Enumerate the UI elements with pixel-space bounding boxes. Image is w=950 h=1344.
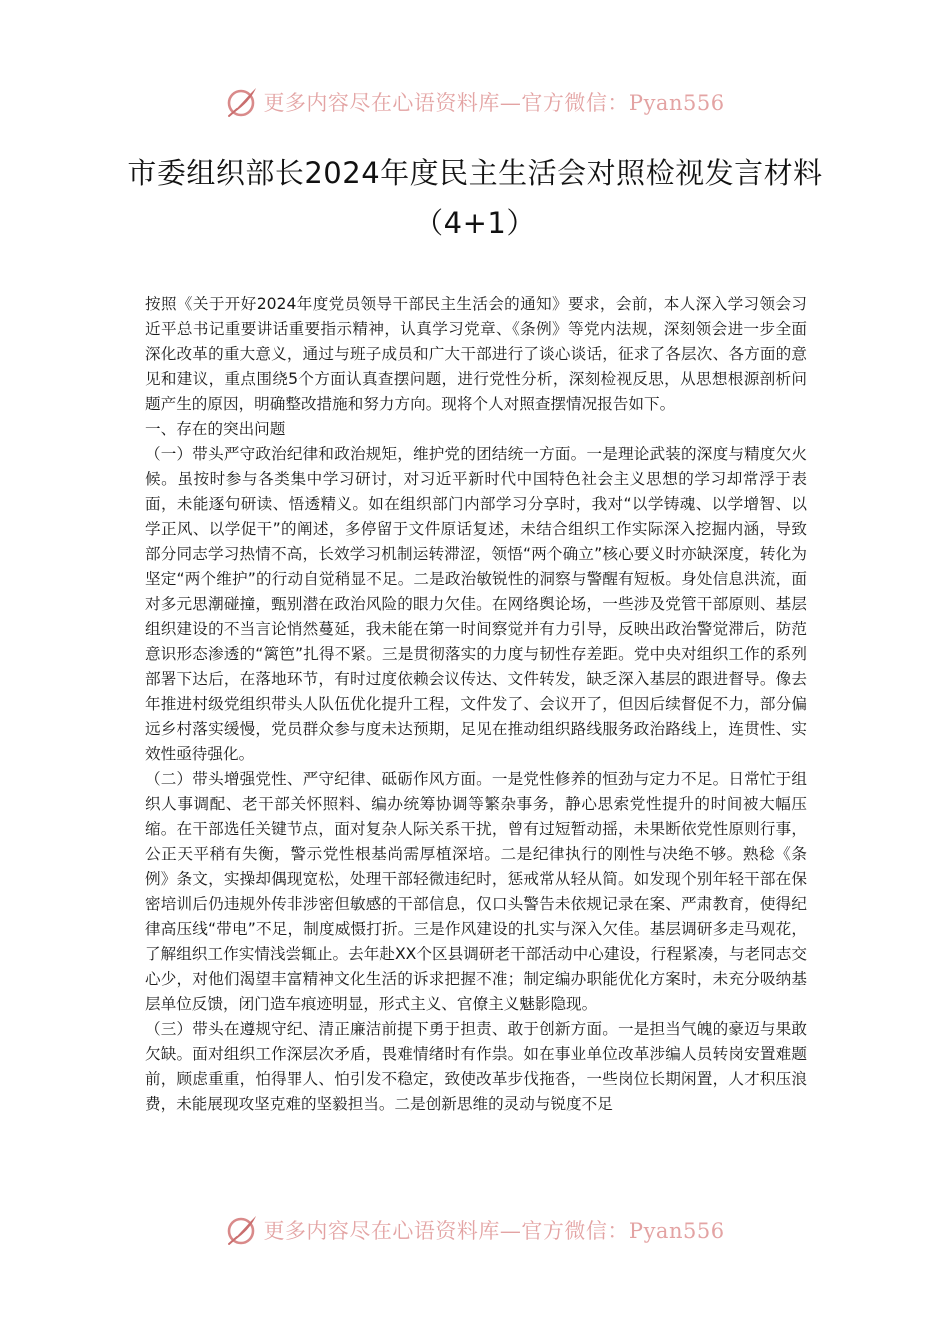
body-paragraph: （一）带头严守政治纪律和政治规矩，维护党的团结统一方面。一是理论武装的深度与精度欠火候。虽按时参与各类集中学习研讨，对习近平新时代中国特色社会主义思想的学习却常浮于表面，未能逐句研读、悟透精义。如在组织部门内部学习分享时，我对“以学铸魂、以学增智、以学正风、以学促干”的阐述，多停留于文件原话复述，未结合组织工作实际深入挖掘内涵，导致部分同志学习热情不高，长效学习机制运转滞涩，领悟“两个确立”核心要义时亦缺深度，转化为坚定“两个维护”的行动自觉稍显不足。二是政治敏锐性的洞察与警醒有短板。身处信息洪流，面对多元思潮碰撞，甄别潜在政治风险的眼力欠佳。在网络舆论场，一些涉及党管干部原则、基层组织建设的不当言论悄然蔓延，我未能在第一时间察觉并有力引导，反映出政治警觉滞后，防范意识形态渗透的“篱笆”扎得不紧。三是贯彻落实的力度与韧性存差距。党中央对组织工作的系列部署下达后，在落地环节，有时过度依赖会议传达、文件转发，缺乏深入基层的跟进督导。像去年推进村级党组织带头人队伍优化提升工程，文件发了、会议开了，但因后续督促不力，部分偏远乡村落实缓慢，党员群众参与度未达预期，足见在推动组织路线服务政治路线上，连贯性、实效性亟待强化。 [145,445,807,763]
watermark-text: 更多内容尽在心语资料库—官方微信：Pyan556 [263,1219,725,1243]
watermark-banner-bottom [0,1210,950,1250]
document-body [145,292,807,1117]
document-title: 市委组织部长2024年度民主生活会对照检视发言材料（4+1） [127,156,823,240]
quill-logo-icon [225,85,259,119]
intro-paragraph: 按照《关于开好2024年度党员领导干部民主生活会的通知》要求，会前，本人深入学习领会习近平总书记重要讲话重要指示精神，认真学习党章、《条例》等党内法规，深刻领会进一步全面深化改革的重大意义，通过与班子成员和广大干部进行了谈心谈话，征求了各层次、各方面的意见和建议，重点围绕5个方面认真查摆问题，进行党性分析，深刻检视反思，从思想根源剖析问题产生的原因，明确整改措施和努力方向。现将个人对照查摆情况报告如下。 [145,295,807,413]
section-heading: 一、存在的突出问题 [145,420,286,438]
watermark-text: 更多内容尽在心语资料库—官方微信：Pyan556 [263,91,725,115]
body-paragraph: （二）带头增强党性、严守纪律、砥砺作风方面。一是党性修养的恒劲与定力不足。日常忙于组织人事调配、老干部关怀照料、编办统筹协调等繁杂事务，静心思索党性提升的时间被大幅压缩。在干部选任关键节点，面对复杂人际关系干扰，曾有过短暂动摇，未果断依党性原则行事，公正天平稍有失衡，警示党性根基尚需厚植深培。二是纪律执行的刚性与决绝不够。熟稔《条例》条文，实操却偶现宽松，处理干部轻微违纪时，惩戒常从轻从简。如发现个别年轻干部在保密培训后仍违规外传非涉密但敏感的干部信息，仅口头警告未依规记录在案、严肃教育，使得纪律高压线“带电”不足，制度威慑打折。三是作风建设的扎实与深入欠佳。基层调研多走马观花，了解组织工作实情浅尝辄止。去年赴XX个区县调研老干部活动中心建设，行程紧凑，与老同志交心少，对他们渴望丰富精神文化生活的诉求把握不准；制定编办职能优化方案时，未充分吸纳基层单位反馈，闭门造车痕迹明显，形式主义、官僚主义魅影隐现。 [145,770,807,1013]
quill-logo-icon [225,1213,259,1247]
watermark-banner-top [0,82,950,122]
body-paragraph: （三）带头在遵规守纪、清正廉洁前提下勇于担责、敢于创新方面。一是担当气魄的豪迈与果敢欠缺。面对组织工作深层次矛盾，畏难情绪时有作祟。如在事业单位改革涉编人员转岗安置难题前，顾虑重重，怕得罪人、怕引发不稳定，致使改革步伐拖沓，一些岗位长期闲置，人才积压浪费，未能展现攻坚克难的坚毅担当。二是创新思维的灵动与锐度不足 [145,1020,807,1113]
